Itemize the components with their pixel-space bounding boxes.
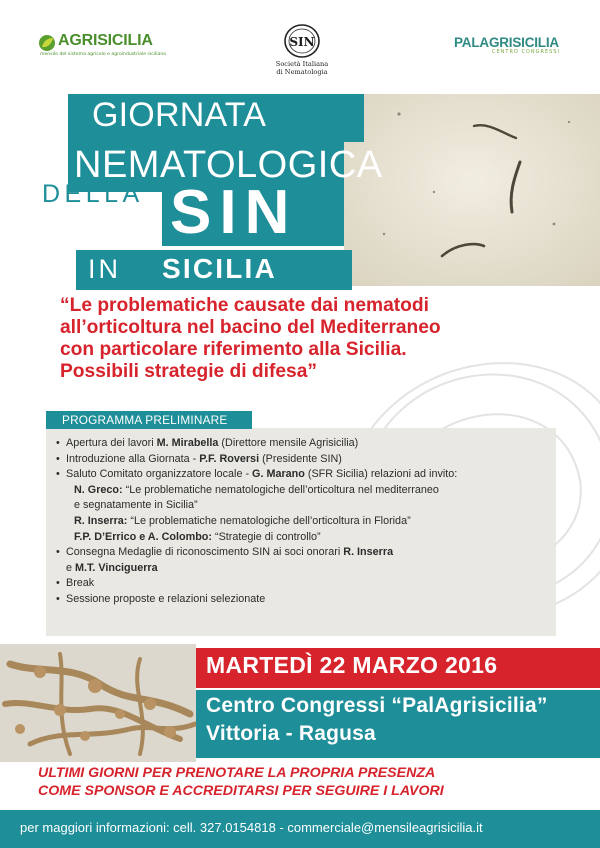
sin-org-line2: di Nematologia (276, 68, 328, 76)
program-list (56, 436, 552, 608)
title-giornata: GIORNATA (92, 96, 267, 134)
subtitle-line: con particolare riferimento alla Sicilia. (60, 339, 407, 360)
program-item: • Break (56, 576, 552, 592)
contact-info: per maggiori informazioni: cell. 327.0154818 - commerciale@mensileagrisicilia.it (20, 820, 483, 835)
program-item: • Apertura dei lavori M. Mirabella (Direttore mensile Agrisicilia) (56, 436, 552, 452)
program-label: PROGRAMMA PRELIMINARE (46, 411, 252, 429)
bullet-icon: • (56, 546, 60, 559)
program-item: • Introduzione alla Giornata - P.F. Roversi (Presidente SIN) (56, 452, 552, 468)
program-subitem-continued: e segnatamente in Sicilia” (74, 499, 198, 512)
program-item: • Sessione proposte e relazioni selezionate (56, 592, 552, 608)
palagrisicilia-tagline: CENTRO CONGRESSI (492, 49, 560, 55)
event-date: MARTEDÌ 22 MARZO 2016 (206, 652, 498, 678)
notice-line1: ULTIMI GIORNI PER PRENOTARE LA PROPRIA PRESENZA (38, 765, 436, 781)
bullet-icon: • (56, 468, 60, 481)
sponsor-notice (38, 764, 444, 800)
bullet-icon: • (56, 577, 60, 590)
agrisicilia-name: AGRISICILIA (58, 32, 153, 49)
agrisicilia-tagline: mensile del sistema agricolo e agroindustriale siciliano (40, 52, 167, 57)
program-subitem: R. Inserra: “Le problematiche nematologiche dell’orticoltura in Florida” (74, 514, 411, 527)
roots-photo (0, 644, 196, 762)
palagrisicilia-logo (454, 32, 574, 62)
title-della: DELLA (42, 180, 144, 208)
subtitle-line: all’orticoltura nel bacino del Mediterraneo (60, 317, 441, 338)
program-subitem: F.P. D’Errico e A. Colombo: “Strategie di controllo” (74, 530, 321, 543)
title-sicilia: SICILIA (162, 253, 277, 284)
agrisicilia-logo (38, 30, 178, 64)
bullet-icon: • (56, 592, 60, 605)
event-venue: Centro Congressi “PalAgrisicilia” (206, 694, 548, 717)
subtitle-line: “Le problematiche causate dai nematodi (60, 295, 429, 316)
sin-org-line1: Società Italiana (275, 60, 329, 68)
palagrisicilia-name: PALAGRISICILIA (454, 35, 559, 50)
program-subitem: N. Greco: “Le problematiche nematologiche dell’orticoltura nel mediterraneo (74, 483, 439, 496)
bullet-icon: • (56, 437, 60, 449)
event-subtitle (60, 295, 580, 383)
title-sin: SIN (170, 178, 298, 247)
subtitle-line: Possibili strategie di difesa” (60, 361, 317, 382)
leaf-icon (38, 34, 56, 52)
bullet-icon: • (56, 452, 60, 465)
title-in: IN (88, 254, 121, 284)
nematode-photo (344, 94, 600, 286)
sin-logo (262, 22, 342, 82)
svg-text:SIN: SIN (289, 35, 315, 49)
program-item-continued: e M.T. Vinciguerra (66, 561, 158, 574)
notice-line2: COME SPONSOR E ACCREDITARSI PER SEGUIRE I LAVORI (38, 783, 444, 799)
event-city: Vittoria - Ragusa (206, 722, 376, 745)
program-item: • Saluto Comitato organizzatore locale - G. Marano (SFR Sicilia) relazioni ad invito: (56, 467, 552, 483)
sin-seal-icon (282, 22, 322, 60)
program-item: • Consegna Medaglie di riconoscimento SIN ai soci onorari R. Inserra (56, 545, 552, 561)
title-nematologica: NEMATOLOGICA (74, 144, 383, 186)
